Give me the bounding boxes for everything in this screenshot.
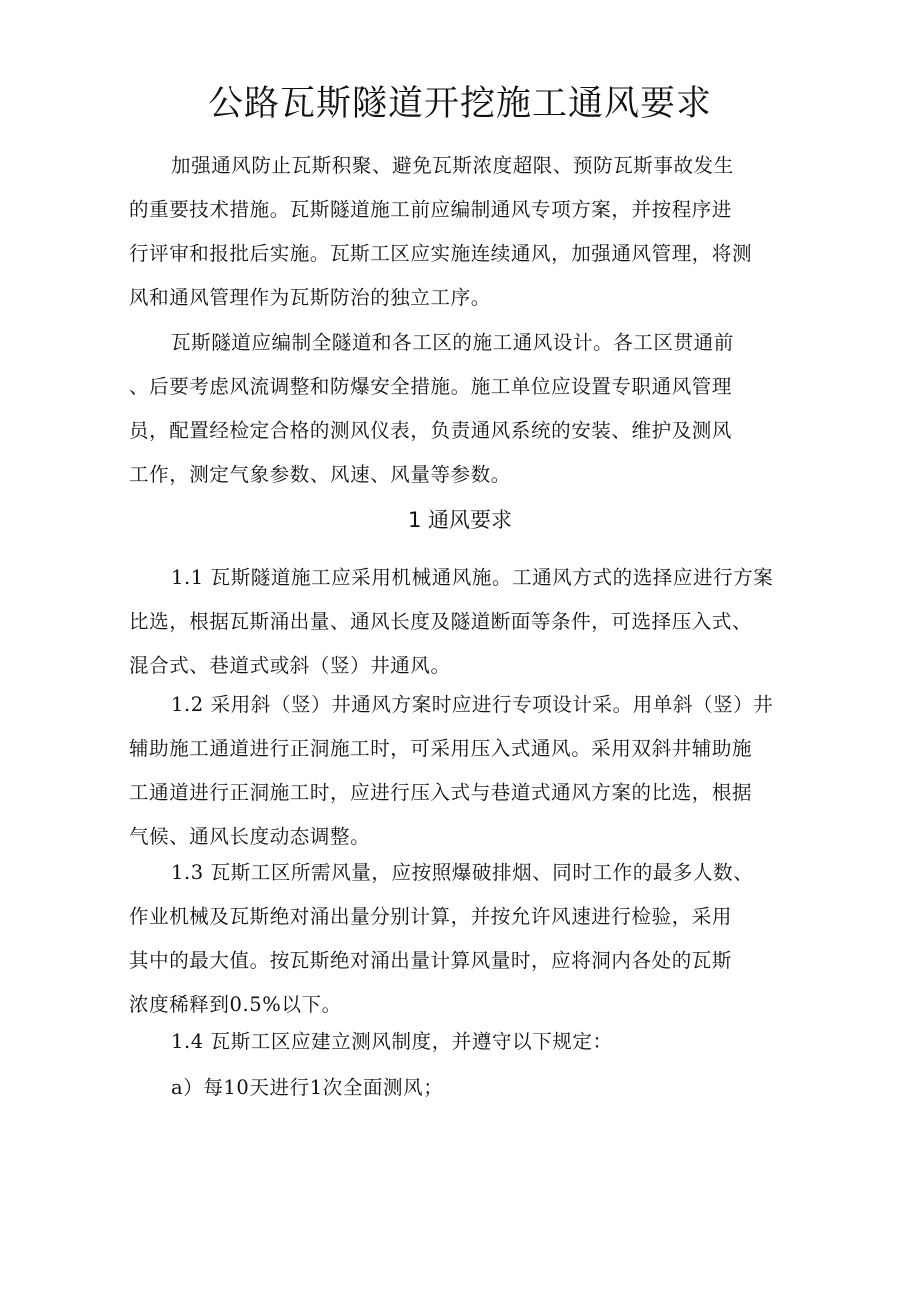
paragraph-line: 比选，根据瓦斯涌出量、通风长度及隧道断面等条件，可选择压入式、 — [129, 610, 753, 633]
list-item-a — [129, 1066, 443, 1110]
clause-1-2 — [129, 683, 773, 859]
paragraph-line: 1.2 采用斜（竖）井通风方案时应进行专项设计采。用单斜（竖）井 — [171, 693, 774, 716]
paragraph-line: 、后要考虑风流调整和防爆安全措施。施工单位应设置专职通风管理 — [129, 375, 733, 398]
section-heading: 1 通风要求 — [407, 508, 513, 532]
intro-paragraph-1 — [129, 144, 752, 320]
clause-1-1 — [129, 556, 773, 688]
paragraph-line: 行评审和报批后实施。瓦斯工区应实施连续通风，加强通风管理，将测 — [129, 242, 753, 265]
paragraph-line: 作业机械及瓦斯绝对涌出量分别计算，并按允许风速进行检验，采用 — [129, 905, 733, 928]
paragraph-line: 1.1 瓦斯隧道施工应采用机械通风施。工通风方式的选择应进行方案 — [171, 566, 774, 589]
paragraph-line: 员，配置经检定合格的测风仪表，负责通风系统的安装、维护及测风 — [129, 419, 733, 442]
paragraph-line: 1.4 瓦斯工区应建立测风制度，并遵守以下规定： — [171, 1030, 613, 1053]
paragraph-line: 浓度稀释到0.5%以下。 — [129, 993, 342, 1016]
paragraph-line: 瓦斯隧道应编制全隧道和各工区的施工通风设计。各工区贯通前 — [171, 331, 734, 354]
paragraph-line: 其中的最大值。按瓦斯绝对涌出量计算风量时，应将洞内各处的瓦斯 — [129, 949, 733, 972]
paragraph-line: a）每10天进行1次全面测风； — [171, 1076, 444, 1099]
paragraph-line: 1.3 瓦斯工区所需风量，应按照爆破排烟、同时工作的最多人数、 — [171, 861, 754, 884]
paragraph-line: 风和通风管理作为瓦斯防治的独立工序。 — [129, 286, 491, 309]
paragraph-line: 工通道进行正洞施工时，应进行压入式与巷道式通风方案的比选，根据 — [129, 781, 753, 804]
clause-1-4 — [129, 1020, 613, 1064]
paragraph-line: 加强通风防止瓦斯积聚、避免瓦斯浓度超限、预防瓦斯事故发生 — [171, 154, 734, 177]
document-title: 公路瓦斯隧道开挖施工通风要求 — [207, 84, 712, 124]
clause-1-3 — [129, 851, 753, 1027]
paragraph-line: 混合式、巷道式或斜（竖）井通风。 — [129, 654, 451, 677]
paragraph-line: 的重要技术措施。瓦斯隧道施工前应编制通风专项方案，并按程序进 — [129, 198, 733, 221]
paragraph-line: 工作，测定气象参数、风速、风量等参数。 — [129, 463, 511, 486]
intro-paragraph-2 — [129, 321, 734, 497]
paragraph-line: 气候、通风长度动态调整。 — [129, 825, 371, 848]
paragraph-line: 辅助施工通道进行正洞施工时，可采用压入式通风。采用双斜井辅助施 — [129, 737, 753, 760]
